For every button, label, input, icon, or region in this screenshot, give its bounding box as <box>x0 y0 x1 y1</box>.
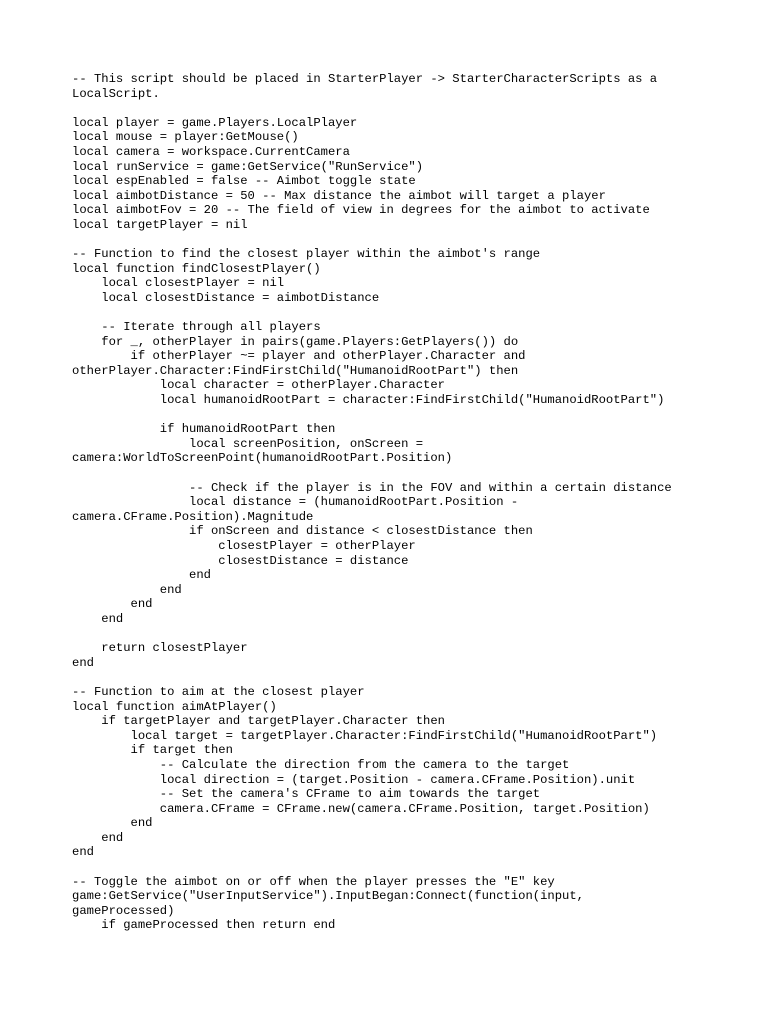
code-line: local closestDistance = aimbotDistance <box>72 290 380 305</box>
code-line: end <box>72 655 94 670</box>
code-line: local camera = workspace.CurrentCamera <box>72 144 350 159</box>
code-line: -- Toggle the aimbot on or off when the player presses the "E" key <box>72 874 555 889</box>
code-line: end <box>72 816 153 831</box>
code-line: camera.CFrame.Position).Magnitude <box>72 509 314 524</box>
code-line: game:GetService("UserInputService").InputBegan:Connect(function(input, <box>72 889 584 904</box>
code-line: -- Calculate the direction from the camera to the target <box>72 757 570 772</box>
code-line: LocalScript. <box>72 86 160 101</box>
code-line: otherPlayer.Character:FindFirstChild("HumanoidRootPart") then <box>72 363 519 378</box>
code-line: gameProcessed) <box>72 903 175 918</box>
code-line: local closestPlayer = nil <box>72 276 285 291</box>
code-line: local target = targetPlayer.Character:FindFirstChild("HumanoidRootPart") <box>72 728 658 743</box>
code-line: local screenPosition, onScreen = <box>72 436 424 451</box>
code-line: closestPlayer = otherPlayer <box>72 539 416 553</box>
code-line <box>72 306 712 321</box>
code-line: local function aimAtPlayer() <box>72 699 277 714</box>
code-line <box>72 101 712 116</box>
code-line: local player = game.Players.LocalPlayer <box>72 115 358 130</box>
code-line: local character = otherPlayer.Character <box>72 378 445 393</box>
code-line <box>72 408 712 423</box>
code-line: -- Set the camera's CFrame to aim towards the target <box>72 787 541 802</box>
code-line: local targetPlayer = nil <box>72 217 248 232</box>
code-line: if targetPlayer and targetPlayer.Character then <box>72 714 445 729</box>
code-line: end <box>72 582 182 597</box>
code-line: -- Function to aim at the closest player <box>72 684 365 699</box>
code-line: -- This script should be placed in StarterPlayer -> StarterCharacterScripts as a <box>72 72 658 86</box>
code-line <box>72 233 712 248</box>
code-line: local humanoidRootPart = character:FindFirstChild("HumanoidRootPart") <box>72 393 665 408</box>
code-line: local runService = game:GetService("RunService") <box>72 159 424 174</box>
code-line: local direction = (target.Position - camera.CFrame.Position).unit <box>72 772 636 787</box>
code-line: camera.CFrame = CFrame.new(camera.CFrame.Position, target.Position) <box>72 801 650 816</box>
code-line: local aimbotFov = 20 -- The field of view in degrees for the aimbot to activate <box>72 203 650 218</box>
code-line <box>72 627 712 642</box>
code-line: end <box>72 597 153 612</box>
code-line: local function findClosestPlayer() <box>72 261 321 276</box>
code-line: end <box>72 830 124 845</box>
code-line: -- Check if the player is in the FOV and within a certain distance <box>72 480 672 495</box>
code-line <box>72 670 712 685</box>
code-line: local mouse = player:GetMouse() <box>72 130 299 145</box>
code-line <box>72 466 712 481</box>
code-listing <box>72 72 712 933</box>
code-line: if humanoidRootPart then <box>72 422 336 437</box>
code-line: if otherPlayer ~= player and otherPlayer.Character and <box>72 349 526 364</box>
code-line: local distance = (humanoidRootPart.Position - <box>72 495 519 510</box>
code-line: return closestPlayer <box>72 641 248 656</box>
code-line: end <box>72 611 124 626</box>
code-line: -- Function to find the closest player within the aimbot's range <box>72 247 541 262</box>
code-line: end <box>72 568 211 583</box>
code-line: for _, otherPlayer in pairs(game.Players:GetPlayers()) do <box>72 334 519 349</box>
code-line: if gameProcessed then return end <box>72 918 336 933</box>
code-line: -- Iterate through all players <box>72 320 321 335</box>
code-line: if target then <box>72 743 233 758</box>
code-line: camera:WorldToScreenPoint(humanoidRootPart.Position) <box>72 451 453 466</box>
code-line: end <box>72 845 94 860</box>
code-line <box>72 860 712 875</box>
code-line: if onScreen and distance < closestDistance then <box>72 524 533 539</box>
code-line: closestDistance = distance <box>72 553 409 568</box>
code-line: local aimbotDistance = 50 -- Max distance the aimbot will target a player <box>72 188 606 203</box>
code-line: local espEnabled = false -- Aimbot toggle state <box>72 174 416 189</box>
